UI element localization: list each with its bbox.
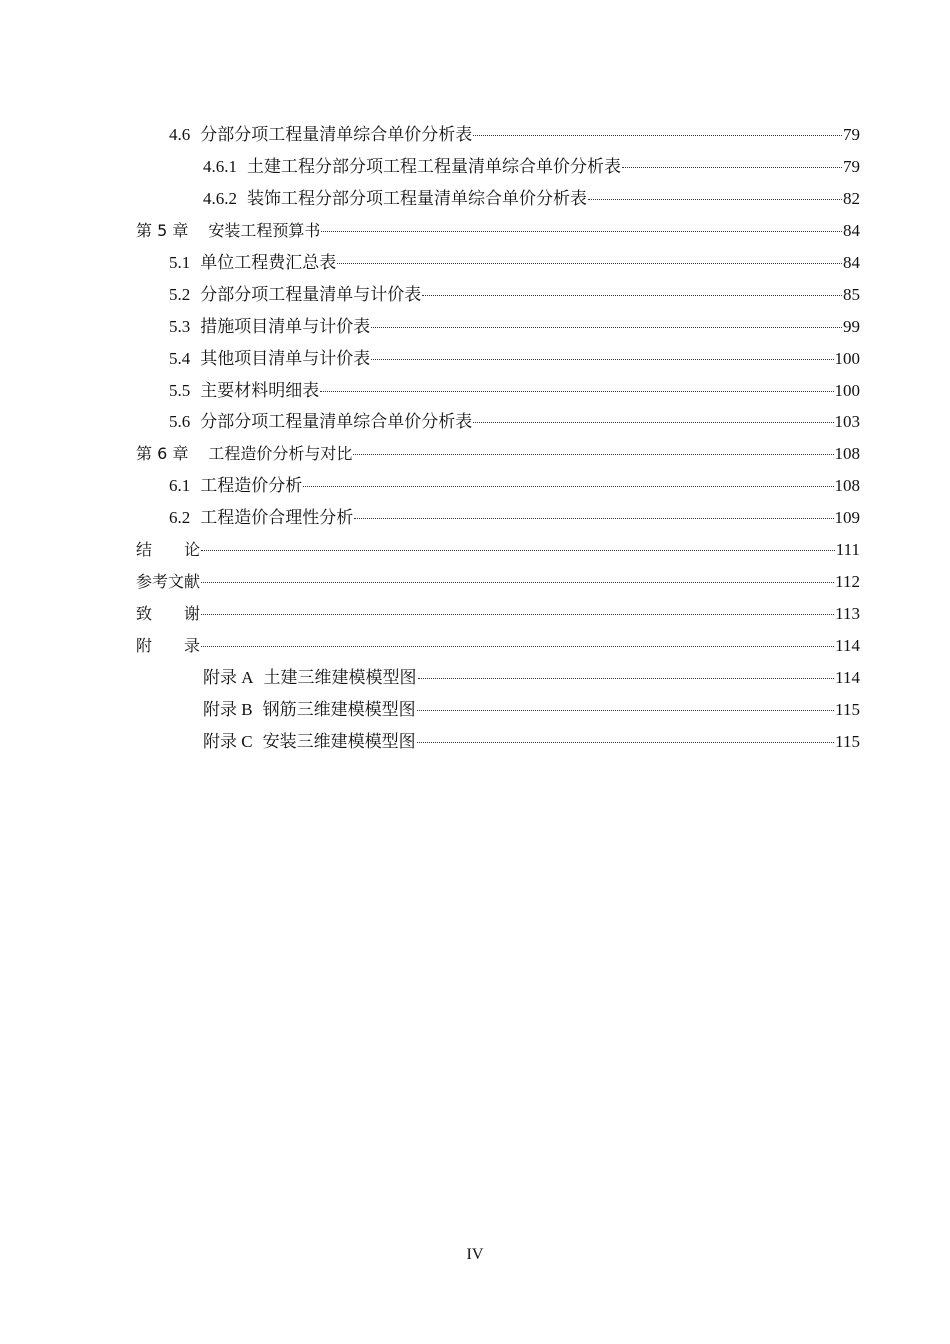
- dot-leader: [588, 198, 842, 200]
- toc-entry-title: 土建三维建模模型图: [263, 667, 417, 687]
- toc-page-number: 100: [834, 380, 860, 400]
- toc-chapter-entry[interactable]: [136, 534, 860, 566]
- toc-chapter-entry[interactable]: [136, 438, 860, 470]
- dot-leader: [337, 262, 842, 264]
- toc-entry-number: 4.6.1: [203, 156, 237, 176]
- toc-entry-title: 措施项目清单与计价表: [200, 316, 371, 336]
- toc-entry-number: 5.3: [169, 316, 191, 336]
- toc-entry-title: 其他项目清单与计价表: [200, 348, 371, 368]
- toc-entry-title: 钢筋三维建模模型图: [262, 699, 416, 719]
- toc-entry-number: 附录 C: [203, 731, 253, 751]
- toc-entry-title: 工程造价分析与对比: [208, 444, 353, 464]
- toc-entry-title: 安装工程预算书: [208, 220, 321, 240]
- toc-entry[interactable]: [136, 662, 860, 694]
- toc-page-number: 109: [834, 508, 860, 528]
- toc-page-number: 108: [834, 476, 860, 496]
- toc-entry[interactable]: [136, 343, 860, 375]
- toc-entry-number: 5.5: [169, 380, 191, 400]
- toc-entry[interactable]: [136, 502, 860, 534]
- toc-page-number: 114: [835, 636, 860, 655]
- dot-leader: [418, 677, 835, 679]
- dot-leader: [473, 421, 833, 423]
- dot-leader: [422, 294, 842, 296]
- toc-chapter-entry[interactable]: [136, 598, 860, 630]
- dot-leader: [371, 358, 833, 360]
- toc-entry[interactable]: [136, 406, 860, 438]
- dot-leader: [201, 645, 834, 647]
- toc-entry[interactable]: [136, 311, 860, 343]
- toc-entry-number: 第 6 章: [136, 444, 189, 464]
- dot-leader: [417, 709, 835, 711]
- toc-entry-number: 附录 A: [203, 667, 254, 687]
- dot-leader: [320, 390, 833, 392]
- toc-entry[interactable]: [136, 726, 860, 758]
- toc-entry-number: 4.6: [169, 125, 191, 144]
- dot-leader: [354, 517, 833, 519]
- dot-leader: [353, 453, 833, 455]
- toc-page-number: 85: [843, 284, 860, 304]
- toc-page-number: 114: [835, 667, 860, 687]
- toc-entry-title: 分部分项工程量清单综合单价分析表: [200, 412, 473, 432]
- toc-entry-title: 参考文献: [136, 572, 201, 592]
- dot-leader: [417, 741, 835, 743]
- toc-entry-title: 安装三维建模模型图: [262, 731, 416, 751]
- toc-page-number: 108: [834, 444, 860, 464]
- toc-entry-title: 分部分项工程量清单综合单价分析表: [200, 125, 473, 144]
- toc-page-number: 99: [843, 316, 860, 336]
- toc-page-number: 100: [834, 348, 860, 368]
- toc-entry[interactable]: [136, 151, 860, 183]
- toc-page-number: 79: [843, 156, 860, 176]
- toc-chapter-entry[interactable]: [136, 630, 860, 662]
- toc-page-number: 84: [843, 252, 860, 272]
- dot-leader: [201, 613, 834, 615]
- toc-page-number: 103: [834, 412, 860, 432]
- toc-page-number: 115: [835, 699, 860, 719]
- toc-page-number: 112: [835, 572, 860, 592]
- dot-leader: [622, 166, 842, 168]
- toc-entry[interactable]: [136, 183, 860, 215]
- dot-leader: [371, 326, 842, 328]
- table-of-contents: [136, 119, 860, 758]
- page-number: IV: [466, 1246, 484, 1263]
- toc-page-number: 111: [835, 540, 860, 560]
- toc-page-number: 79: [843, 125, 860, 144]
- toc-entry-number: 6.1: [169, 476, 191, 496]
- toc-entry-number: 第 5 章: [136, 220, 189, 240]
- toc-entry-title: 结 论: [136, 540, 201, 560]
- dot-leader: [303, 485, 833, 487]
- toc-entry-number: 4.6.2: [203, 188, 237, 208]
- dot-leader: [201, 581, 834, 583]
- toc-entry[interactable]: [136, 119, 860, 151]
- toc-entry-number: 5.4: [169, 348, 191, 368]
- toc-entry-title: 工程造价合理性分析: [200, 508, 354, 528]
- dot-leader: [321, 230, 842, 232]
- toc-entry[interactable]: [136, 279, 860, 311]
- dot-leader: [201, 549, 835, 551]
- toc-entry-title: 单位工程费汇总表: [200, 252, 337, 272]
- toc-entry-number: 附录 B: [203, 699, 253, 719]
- toc-entry-title: 附 录: [136, 636, 201, 655]
- toc-entry-title: 致 谢: [136, 604, 201, 624]
- toc-entry-number: 6.2: [169, 508, 191, 528]
- toc-entry-title: 主要材料明细表: [200, 380, 320, 400]
- toc-entry[interactable]: [136, 694, 860, 726]
- toc-entry-title: 装饰工程分部分项工程量清单综合单价分析表: [247, 188, 587, 208]
- toc-entry-title: 土建工程分部分项工程工程量清单综合单价分析表: [247, 156, 621, 176]
- toc-entry-number: 5.1: [169, 252, 191, 272]
- toc-entry[interactable]: [136, 470, 860, 502]
- toc-entry-title: 工程造价分析: [200, 476, 303, 496]
- toc-page-number: 84: [843, 220, 860, 240]
- toc-page-number: 113: [835, 604, 860, 624]
- toc-entry[interactable]: [136, 375, 860, 407]
- toc-entry[interactable]: [136, 247, 860, 279]
- toc-entry-title: 分部分项工程量清单与计价表: [200, 284, 422, 304]
- dot-leader: [473, 134, 842, 136]
- toc-page-number: 82: [843, 188, 860, 208]
- toc-chapter-entry[interactable]: [136, 215, 860, 247]
- toc-entry-number: 5.2: [169, 284, 191, 304]
- toc-page-number: 115: [835, 731, 860, 751]
- toc-entry-number: 5.6: [169, 412, 191, 432]
- toc-chapter-entry[interactable]: [136, 566, 860, 598]
